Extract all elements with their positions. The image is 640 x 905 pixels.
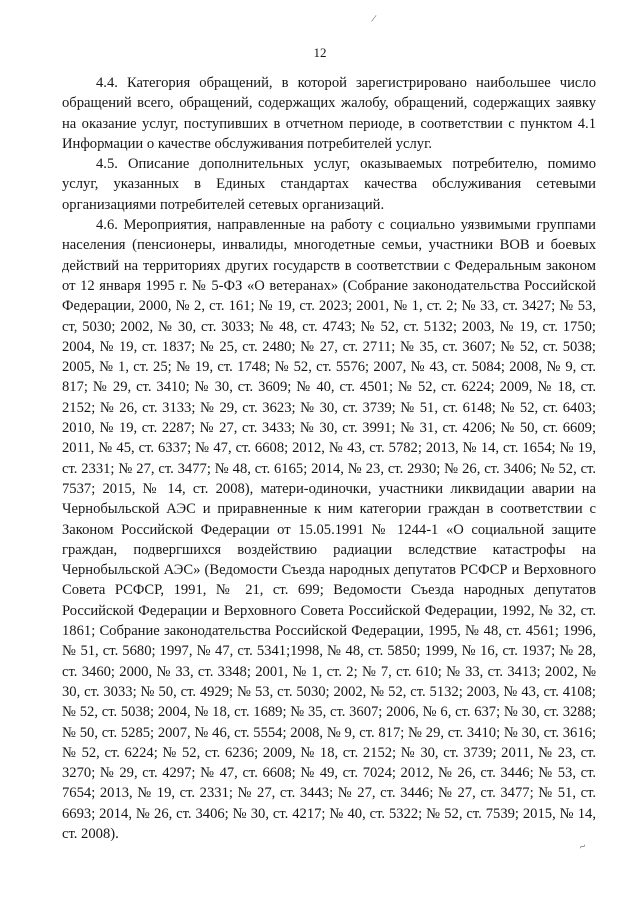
page-number: 12 [313,45,327,60]
scan-artifact-mark: ~ [577,840,588,854]
document-body [62,73,596,844]
paragraph-4-5: 4.5. Описание дополнительных услуг, оказываемых потребителю, помимо услуг, указанных в Единых стандартах качества обслуживания сетевыми организациями потребителей сетевых организаций. [62,156,596,213]
scan-artifact-mark: / [370,12,377,26]
paragraph-4-6: 4.6. Мероприятия, направленные на работу с социально уязвимыми группами населения (пенсионеры, инвалиды, многодетные семьи, участники ВОВ и боевых действий на территориях других государств в соответствии с Федеральным законом от 12 января 1995 г. № 5-ФЗ «О ветеранах» (Собрание законодательства Российской Федерации, 2000, № 2, ст. 161; № 19, ст. 2023; 2001, № 1, ст. 2; № 33, ст. 3427; № 53, ст, 5030; 2002, № 30, ст. 3033; № 48, ст. 4743; № 52, ст. 5132; 2003, № 19, ст. 1750; 2004, № 19, ст. 1837; № 25, ст. 2480; № 27, ст. 2711; № 35, ст. 3607; № 52, ст. 5038; 2005, № 1, ст. 25; № 19, ст. 1748; № 52, ст. 5576; 2007, № 43, ст. 5084; 2008, № 9, ст. 817; № 29, ст. 3410; № 30, ст. 3609; № 40, ст. 4501; № 52, ст. 6224; 2009, № 18, ст. 2152; № 26, ст. 3133; № 29, ст. 3623; № 30, ст. 3739; № 51, ст. 6148; № 52, ст. 6403; 2010, № 19, ст. 2287; № 27, ст. 3433; № 30, ст. 3991; № 31, ст. 4206; № 50, ст. 6609; 2011, № 45, ст. 6337; № 47, ст. 6608; 2012, № 43, ст. 5782; 2013, № 14, ст. 1654; № 19, ст. 2331; № 27, ст. 3477; № 48, ст. 6165; 2014, № 23, ст. 2930; № 26, ст. 3406; № 52, ст. 7537; 2015, № 14, ст. 2008), матери-одиночки, участники ликвидации аварии на Чернобыльской АЭС и приравненные к ним категории граждан в соответствии с Законом Российской Федерации от 15.05.1991 № 1244-1 «О социальной защите граждан, подвергшихся воздействию радиации вследствие катастрофы на Чернобыльской АЭС» (Ведомости Съезда народных депутатов РСФСР и Верховного Совета РСФСР, 1991, № 21, ст. 699; Ведомости Съезда народных депутатов Российской Федерации и Верховного Совета Российской Федерации, 1992, № 32, ст. 1861; Собрание законодательства Российской Федерации, 1995, № 48, ст. 4561; 1996, № 51, ст. 5680; 1997, № 47, ст. 5341;1998, № 48, ст. 5850; 1999, № 16, ст. 1937; № 28, ст. 3460; 2000, № 33, ст. 3348; 2001, № 1, ст. 2; № 7, ст. 610; № 33, ст. 3413; 2002, № 30, ст. 3033; № 50, ст. 4929; № 53, ст. 5030; 2002, № 52, ст. 5132; 2003, № 43, ст. 4108; № 52, ст. 5038; 2004, № 18, ст. 1689; № 35, ст. 3607; 2006, № 6, ст. 637; № 30, ст. 3288; № 50, ст. 5285; 2007, № 46, ст. 5554; 2008, № 9, ст. 817; № 29, ст. 3410; № 30, ст. 3616; № 52, ст. 6224; № 52, ст. 6236; 2009, № 18, ст. 2152; № 30, ст. 3739; 2011, № 23, ст. 3270; № 29, ст. 4297; № 47, ст. 6608; № 49, ст. 7024; 2012, № 26, ст. 3446; № 53, ст. 7654; 2013, № 19, ст. 2331; № 27, ст. 3443; № 27, ст. 3446; № 27, ст. 3477; № 51, ст. 6693; 2014, № 26, ст. 3406; № 30, ст. 4217; № 40, ст. 5322; № 52, ст. 7539; 2015, № 14, ст. 2008). [62,217,596,842]
paragraph-4-4: 4.4. Категория обращений, в которой зарегистрировано наибольшее число обращений всего, обращений, содержащих жалобу, обращений, содержащих заявку на оказание услуг, поступивших в отчетном периоде, в соответствии с пунктом 4.1 Информации о качестве обслуживания потребителей услуг. [62,75,596,152]
